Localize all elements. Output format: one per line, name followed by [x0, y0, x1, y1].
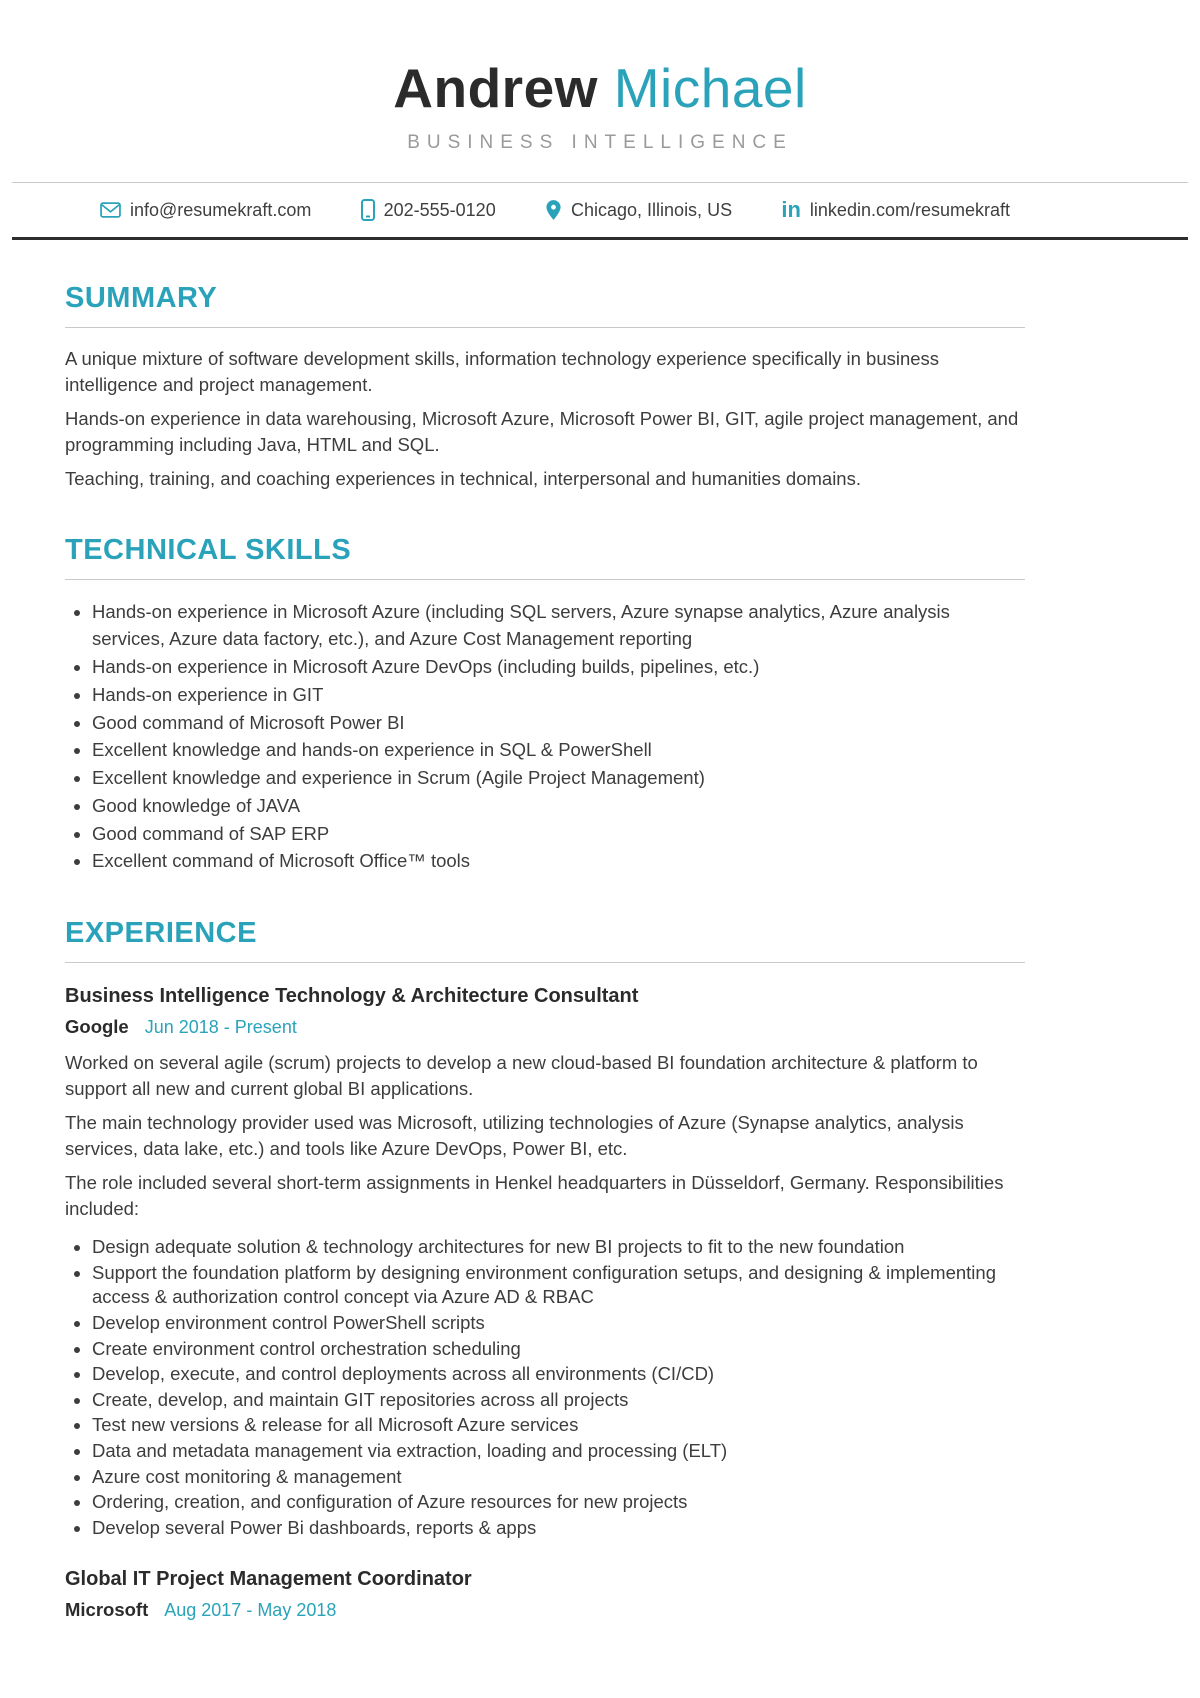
- skill-item: • Excellent command of Microsoft Office™ tools: [92, 847, 1025, 875]
- duty-item: • Data and metadata management via extraction, loading and processing (ELT): [92, 1439, 1025, 1464]
- duty-item: • Test new versions & release for all Microsoft Azure services: [92, 1413, 1025, 1438]
- duty-item: • Support the foundation platform by designing environment configuration setups, and designing & implementing access & authorization control concept via Azure AD & RBAC: [92, 1261, 1025, 1310]
- section-experience: [65, 917, 1025, 1621]
- duty-item: • Design adequate solution & technology architectures for new BI projects to fit to the new foundation: [92, 1235, 1025, 1260]
- summary-heading: SUMMARY: [65, 282, 1025, 328]
- job-paragraph: The role included several short-term assignments in Henkel headquarters in Düsseldorf, Germany. Responsibilities included:: [65, 1172, 1004, 1219]
- skill-item: • Hands-on experience in GIT: [92, 681, 1025, 709]
- summary-paragraph: A unique mixture of software development skills, information technology experience specifically in business intelligence and project management.: [65, 348, 940, 395]
- resume-body: [65, 282, 1025, 1621]
- contact-phone-text: 202-555-0120: [383, 199, 496, 220]
- contact-linkedin[interactable]: [781, 199, 1010, 221]
- job-dates: Jun 2018 - Present: [144, 1017, 297, 1038]
- job-title: Global IT Project Management Coordinator: [65, 1568, 472, 1591]
- candidate-name: [0, 56, 1200, 120]
- duty-item: • Create, develop, and maintain GIT repositories across all projects: [92, 1388, 1025, 1413]
- contact-linkedin-text: linkedin.com/resumekraft: [809, 199, 1010, 220]
- job-paragraph: Worked on several agile (scrum) projects to develop a new cloud-based BI foundation architecture & platform to support all new and current global BI applications.: [65, 1052, 978, 1099]
- section-summary: [65, 282, 1025, 492]
- map-pin-icon: [545, 199, 562, 221]
- experience-job: [65, 1568, 1025, 1621]
- duty-item: • Develop, execute, and control deployments across all environments (CI/CD): [92, 1362, 1025, 1387]
- skill-item: • Hands-on experience in Microsoft Azure DevOps (including builds, pipelines, etc.): [92, 653, 1025, 681]
- job-paragraph: The main technology provider used was Microsoft, utilizing technologies of Azure (Synapse analytics, analysis services, data lake, etc.) and tools like Azure DevOps, Power BI, etc.: [65, 1112, 964, 1159]
- email-icon: [100, 202, 121, 218]
- job-title: Business Intelligence Technology & Architecture Consultant: [65, 985, 639, 1008]
- skill-item: • Excellent knowledge and hands-on experience in SQL & PowerShell: [92, 736, 1025, 764]
- technical-skills-list: [65, 598, 1025, 876]
- role-subtitle: BUSINESS INTELLIGENCE: [407, 132, 793, 153]
- contact-email[interactable]: [100, 200, 311, 221]
- contact-bar: [100, 183, 1010, 237]
- experience-job: [65, 985, 1025, 1540]
- job-company: Microsoft: [65, 1599, 149, 1621]
- skill-item: • Hands-on experience in Microsoft Azure (including SQL servers, Azure synapse analytics, Azure analysis services, Azure data factory, etc.), and Azure Cost Management reporting: [92, 598, 1025, 654]
- skill-item: • Good command of SAP ERP: [92, 820, 1025, 848]
- linkedin-icon: in: [781, 197, 801, 222]
- smartphone-icon: [361, 199, 375, 221]
- header: [0, 56, 1200, 154]
- technical-skills-heading: TECHNICAL SKILLS: [65, 534, 1025, 580]
- section-technical-skills: [65, 534, 1025, 876]
- contact-location: [545, 199, 732, 221]
- job-meta: [65, 1599, 1025, 1621]
- first-name: Andrew: [393, 57, 598, 119]
- last-name: Michael: [613, 57, 807, 119]
- duty-item: • Ordering, creation, and configuration of Azure resources for new projects: [92, 1490, 1025, 1515]
- summary-paragraph: Teaching, training, and coaching experiences in technical, interpersonal and humanities domains.: [65, 468, 861, 490]
- duty-item: • Azure cost monitoring & management: [92, 1465, 1025, 1490]
- summary-paragraph: Hands-on experience in data warehousing, Microsoft Azure, Microsoft Power BI, GIT, agile project management, and programming including Java, HTML and SQL.: [65, 408, 1019, 455]
- contact-phone: [361, 199, 496, 221]
- job-company: Google: [65, 1016, 129, 1038]
- duty-item: • Develop several Power Bi dashboards, reports & apps: [92, 1516, 1025, 1541]
- skill-item: • Good command of Microsoft Power BI: [92, 709, 1025, 737]
- divider-bottom: [12, 237, 1188, 240]
- contact-email-text: info@resumekraft.com: [130, 199, 312, 220]
- job-duties-list: [65, 1235, 1025, 1540]
- duty-item: • Develop environment control PowerShell scripts: [92, 1311, 1025, 1336]
- job-meta: [65, 1016, 1025, 1038]
- duty-item: • Create environment control orchestration scheduling: [92, 1337, 1025, 1362]
- experience-heading: EXPERIENCE: [65, 917, 1025, 963]
- job-dates: Aug 2017 - May 2018: [164, 1600, 337, 1621]
- skill-item: • Good knowledge of JAVA: [92, 792, 1025, 820]
- contact-location-text: Chicago, Illinois, US: [571, 199, 733, 220]
- skill-item: • Excellent knowledge and experience in Scrum (Agile Project Management): [92, 764, 1025, 792]
